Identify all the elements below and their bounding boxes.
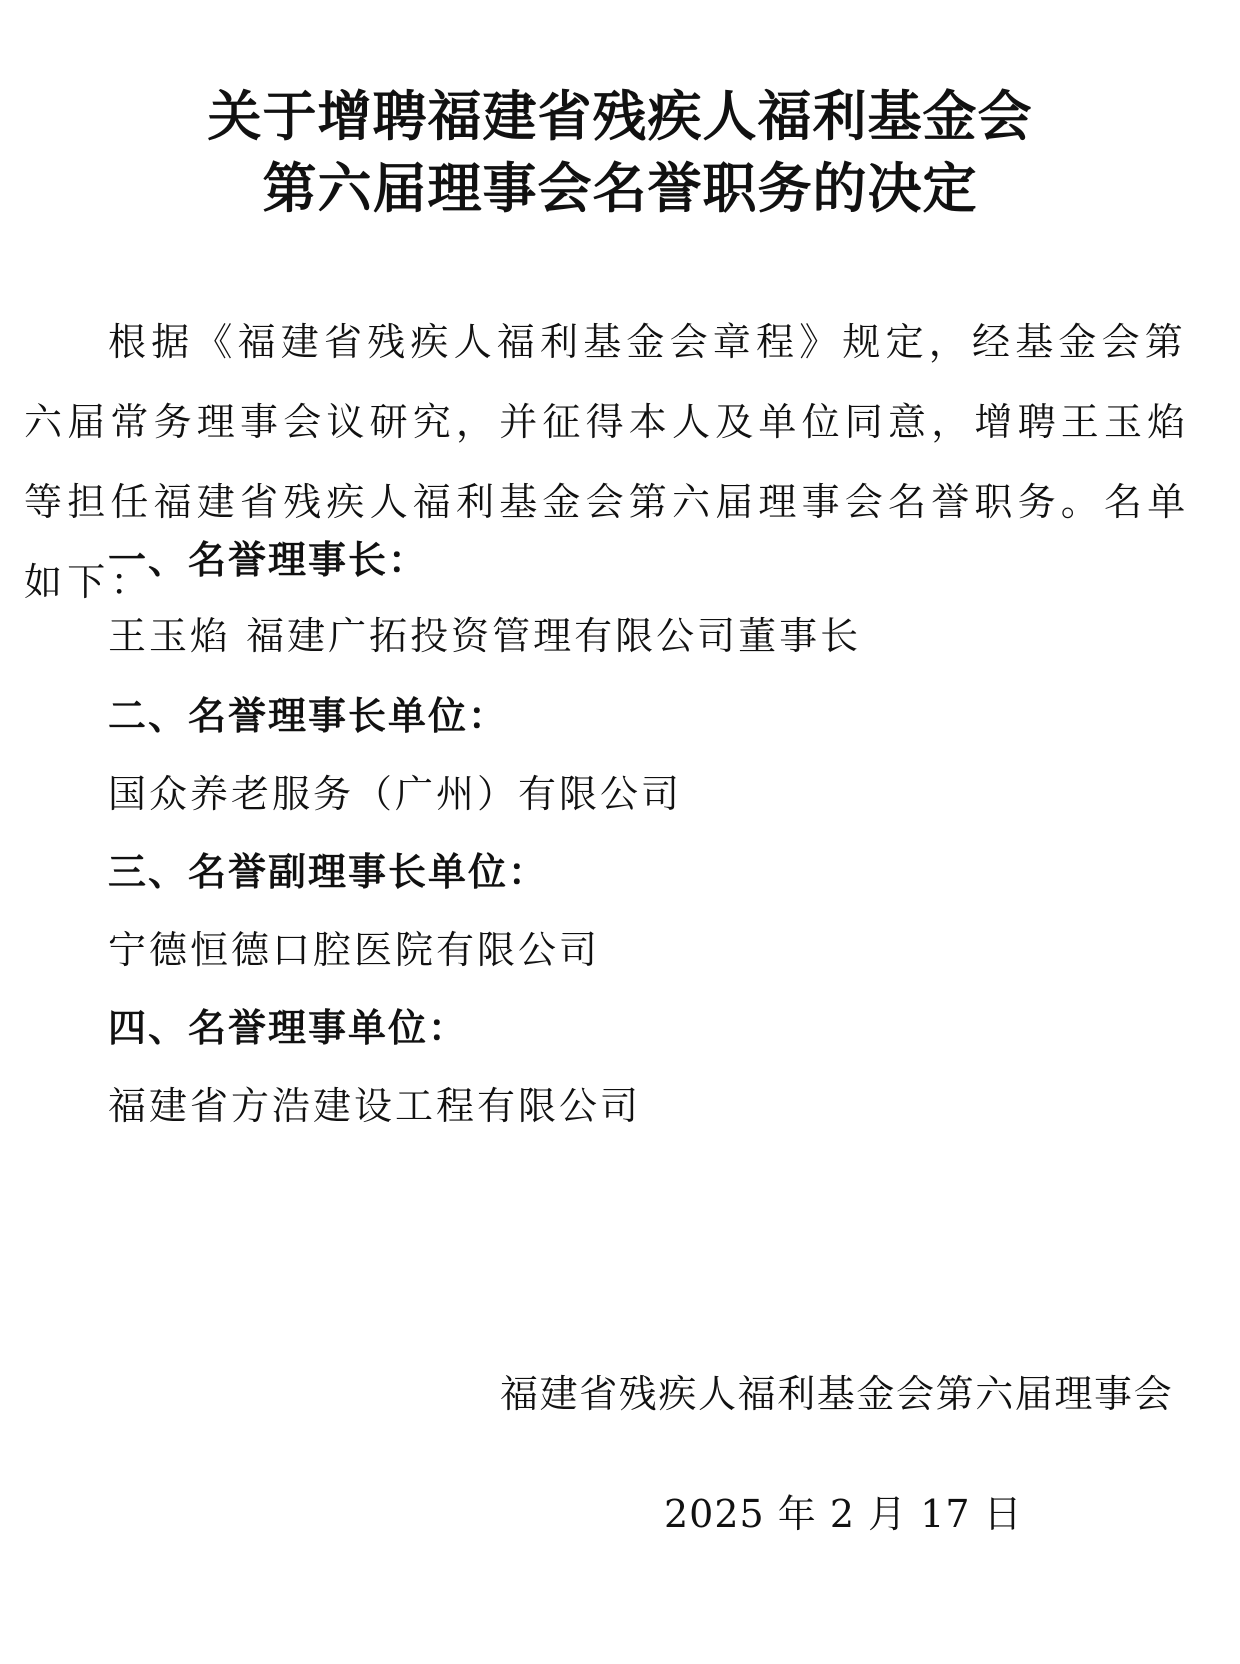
- document-title-line-2: 第六届理事会名誉职务的决定: [262, 157, 978, 220]
- document-date: 2025 年 2 月 17 日: [664, 1492, 1023, 1536]
- section-content-3: 宁德恒德口腔医院有限公司: [108, 928, 601, 972]
- document-title-line-1: 关于增聘福建省残疾人福利基金会: [207, 85, 1033, 148]
- section-content-4: 福建省方浩建设工程有限公司: [108, 1084, 642, 1128]
- section-heading-4: 四、名誉理事单位：: [108, 1006, 469, 1050]
- section-heading-3: 三、名誉副理事长单位：: [108, 850, 549, 894]
- body-paragraph: 根据《福建省残疾人福利基金会章程》规定，经基金会第六届常务理事会议研究，并征得本人及单位同意，增聘王玉焰等担任福建省残疾人福利基金会第六届理事会名誉职务。名单如下：: [24, 320, 1191, 604]
- section-heading-1: 一、名誉理事长：: [108, 538, 429, 582]
- section-content-2: 国众养老服务（广州）有限公司: [108, 772, 683, 816]
- section-heading-2: 二、名誉理事长单位：: [108, 694, 509, 738]
- section-content-1: 王玉焰 福建广拓投资管理有限公司董事长: [108, 614, 862, 658]
- signature: 福建省残疾人福利基金会第六届理事会: [500, 1372, 1174, 1416]
